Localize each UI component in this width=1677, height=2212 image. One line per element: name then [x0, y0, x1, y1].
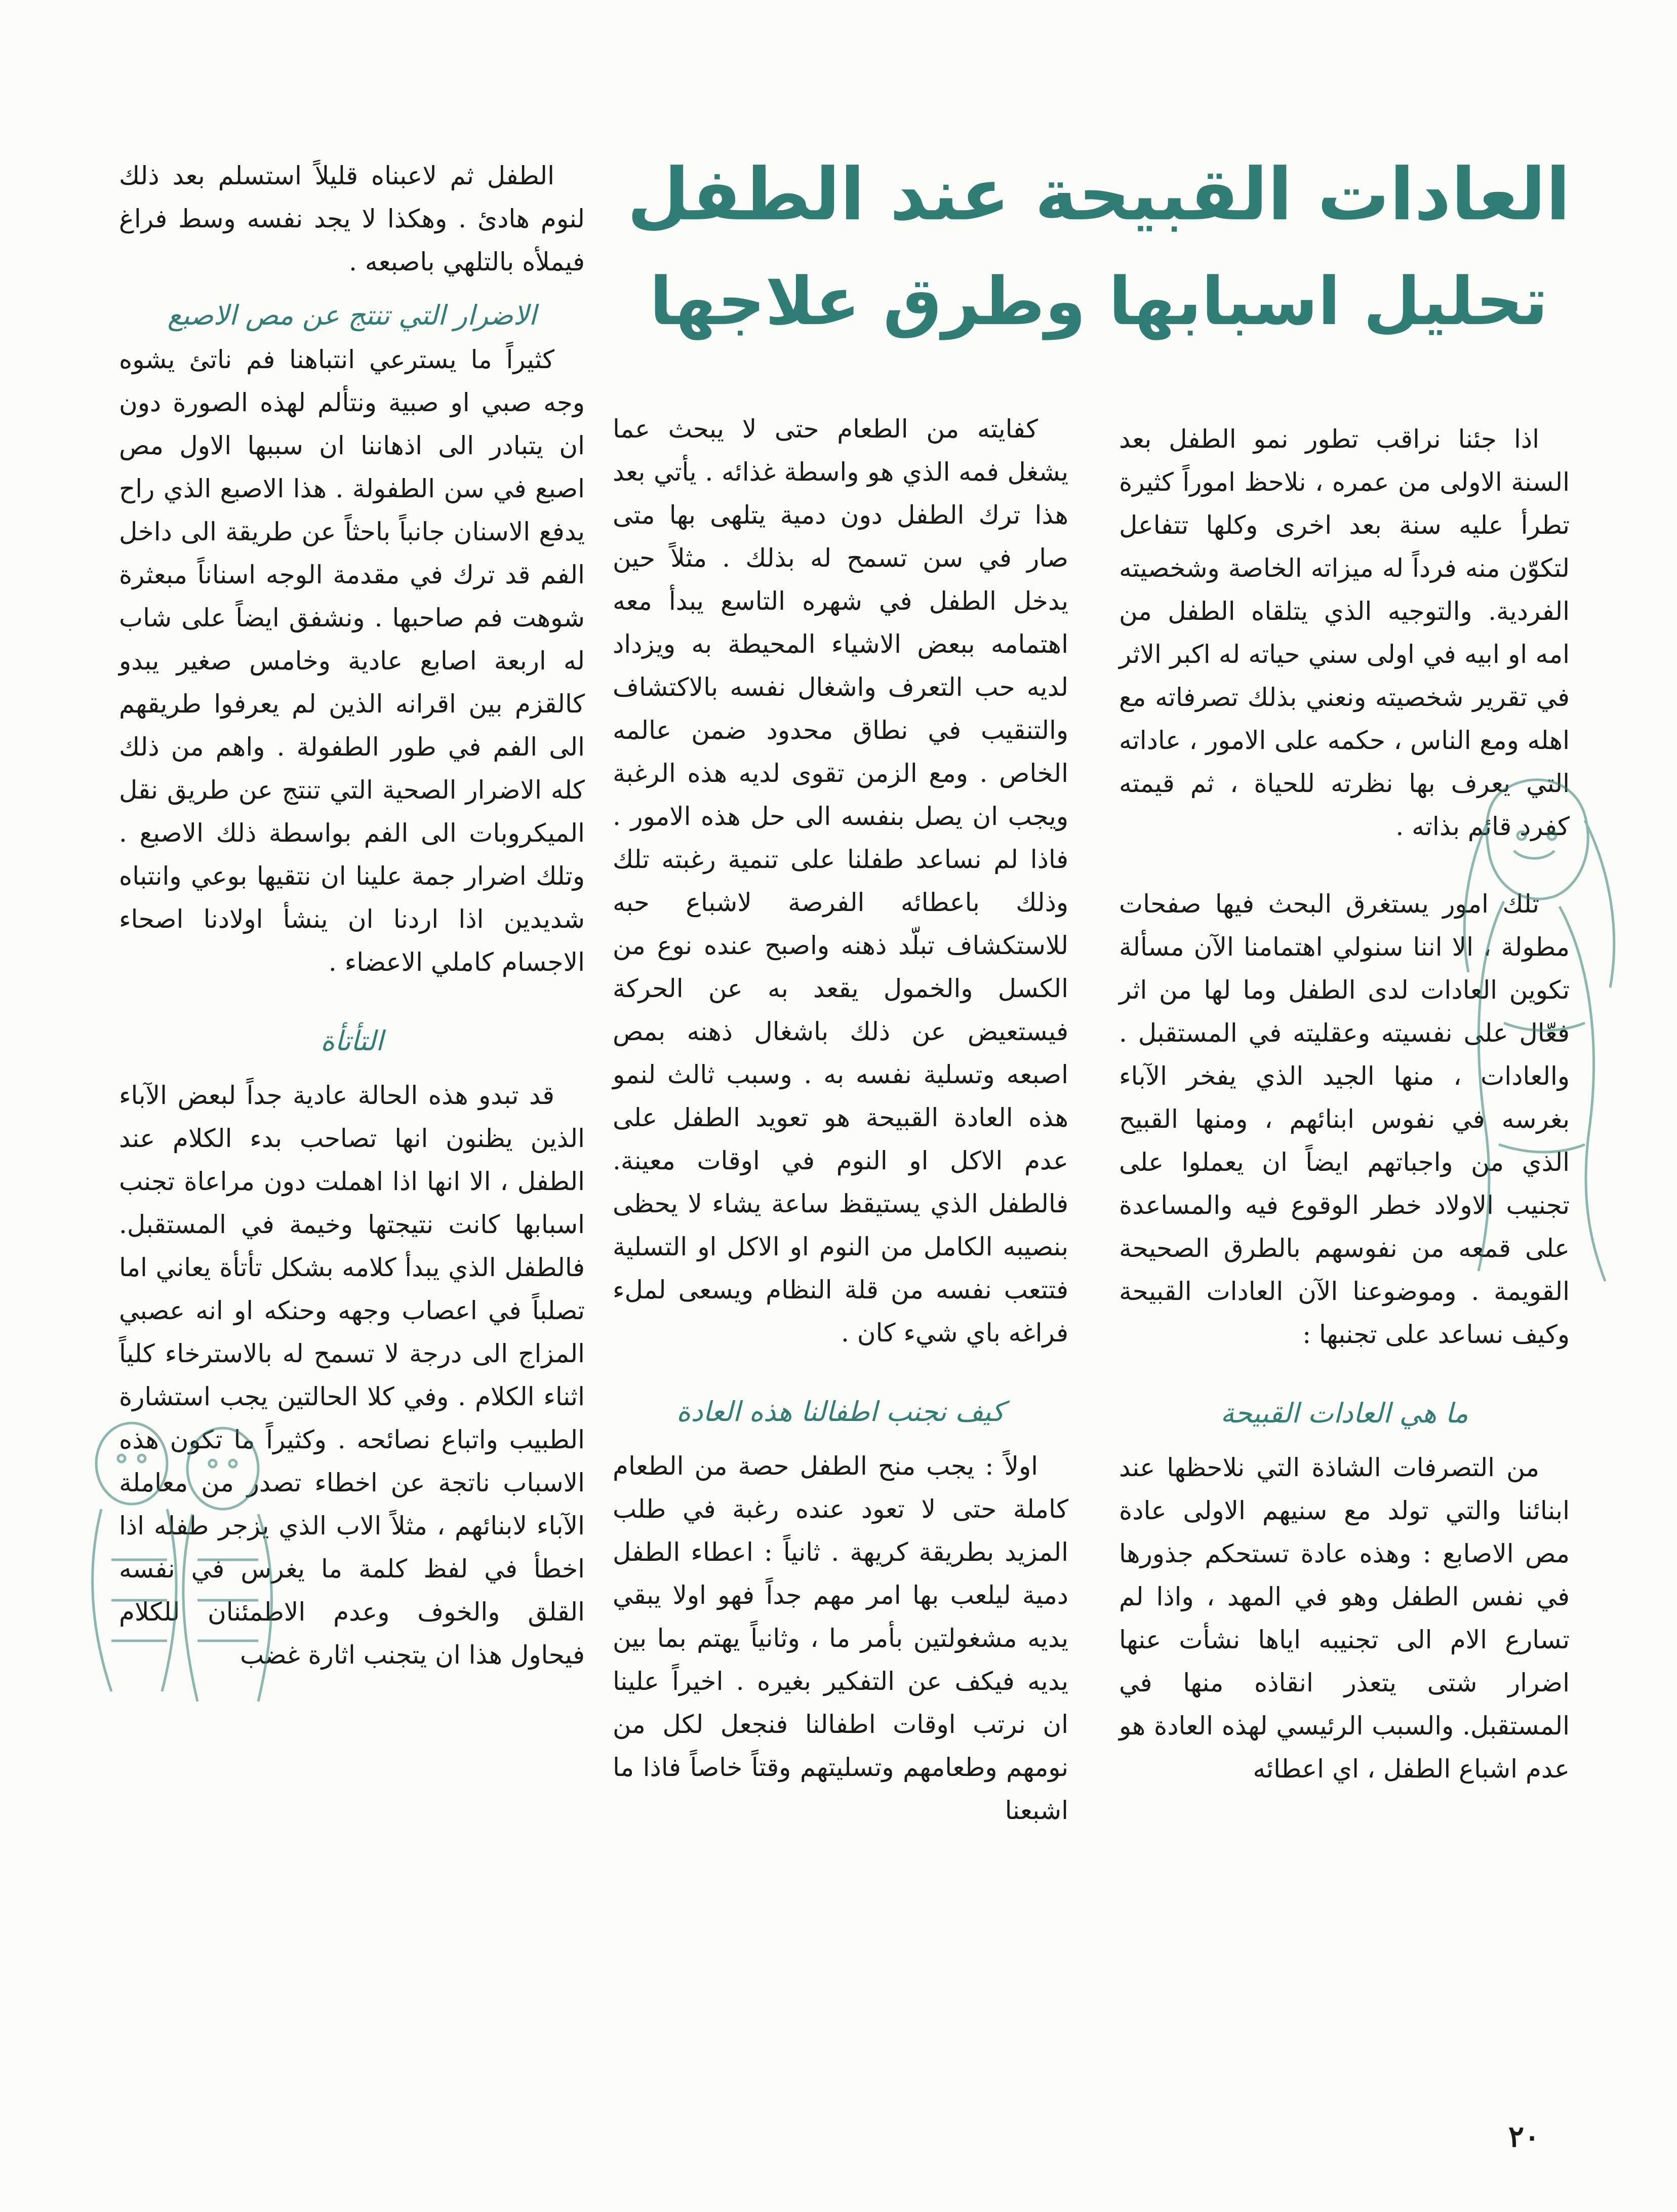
paragraph: من التصرفات الشاذة التي نلاحظها عند ابنائنا والتي تولد مع سنيهم الاولى عادة مص الاصابع : وهذه عادة تستحكم جذورها في نفس الطفل وهو في المهد ، واذا لم تسارع الام الى تجنيبه اياها نشأت عنها اضرار شتى يتعذر انقاذه منها في المستقبل. والسبب الرئيسي لهذه العادة هو عدم اشباع الطفل ، اي اعطائه [1119, 1453, 1570, 1784]
article-title: العادات القبيحة عند الطفل [627, 153, 1571, 236]
column-left [119, 154, 585, 1677]
paragraph: الطفل ثم لاعبناه قليلاً استسلم بعد ذلك لنوم هادئ . وهكذا لا يجد نفسه وسط فراغ فيملأه بالتلهي باصبعه . [119, 161, 585, 276]
paragraph: قد تبدو هذه الحالة عادية جداً لبعض الآباء الذين يظنون انها تصاحب بدء الكلام عند الطفل ، الا انها اذا اهملت دون مراعاة تجنب اسبابها كانت نتيجتها وخيمة في المستقبل. فالطفل الذي يبدأ كلامه بشكل تأتأة يعاني اما تصلباً في اعصاب وجهه وحنكه او انه عصبي المزاج الى درجة لا تسمح له بالاسترخاء كلياً اثناء الكلام . وفي كلا الحالتين يجب استشارة الطبيب واتباع نصائحه . وكثيراً ما تكون هذه الاسباب ناتجة عن اخطاء تصدر من معاملة الآباء لابنائهم ، مثلاً الاب الذي يزجر طفله اذا اخطأ في لفظ كلمة ما يغرس في نفسه القلق والخوف وعدم الاطمئنان للكلام فيحاول هذا ان يتجنب اثارة غضب [119, 1081, 585, 1670]
paragraph: كفايته من الطعام حتى لا يبحث عما يشغل فمه الذي هو واسطة غذائه . يأتي بعد هذا ترك الطفل دون دمية يتلهى بها متى صار في سن تسمح له بذلك . مثلاً حين يدخل الطفل في شهره التاسع يبدأ معه اهتمامه ببعض الاشياء المحيطة به ويزداد لديه حب التعرف واشغال نفسه بالاكتشاف والتنقيب في نطاق محدود ضمن عالمه الخاص . ومع الزمن تقوى لديه هذه الرغبة ويجب ان يصل بنفسه الى حل هذه الامور . فاذا لم نساعد طفلنا على تنمية رغبته تلك وذلك باعطائه الفرصة لاشباع حبه للاستكشاف تبلّد ذهنه واصبح عنده نوع من الكسل والخمول يقعد به عن الحركة فيستعيض عن ذلك باشغال ذهنه بمص اصبعه وتسلية نفسه به . وسبب ثالث لنمو هذه العادة القبيحة هو تعويد الطفل على عدم الاكل او النوم في اوقات معينة. فالطفل الذي يستيقظ ساعة يشاء لا يحظى بنصيبه الكامل من النوم او الاكل او التسلية فتتعب نفسه من قلة النظام ويسعى لملء فراغه باي شيء كان . [613, 414, 1068, 1348]
section-heading: كيف نجنب اطفالنا هذه العادة [676, 1396, 1005, 1428]
column-middle [613, 408, 1068, 1832]
article-headline [603, 152, 1595, 365]
paragraph: كثيراً ما يسترعي انتباهنا فم ناتئ يشوه وجه صبي او صبية ونتألم لهذه الصورة دون ان يتبادر الى اذهاننا ان سببها الاول مص اصبع في سن الطفولة . هذا الاصبع الذي راح يدفع الاسنان جانباً باحثاً عن طريقة الى داخل الفم قد ترك في مقدمة الوجه اسناناً مبعثرة شوهت فم صاحبها . ونشفق ايضاً على شاب له اربعة اصابع عادية وخامس صغير يبدو كالقزم بين اقرانه الذين لم يعرفوا طريقهم الى الفم في طور الطفولة . واهم من ذلك كله الاضرار الصحية التي تنتج عن طريق نقل الميكروبات الى الفم بواسطة ذلك الاصبع . وتلك اضرار جمة علينا ان نتقيها بوعي وانتباه شديدين اذا اردنا ان ينشأ اولادنا اصحاء الاجسام كاملي الاعضاء . [119, 345, 585, 977]
column-right [1119, 418, 1570, 1791]
section-heading: ما هي العادات القبيحة [1220, 1397, 1468, 1429]
section-heading: الاضرار التي تنتج عن مص الاصبع [167, 299, 537, 331]
section-heading: التأتأة [321, 1025, 383, 1057]
article-subtitle: تحليل اسبابها وطرق علاجها [649, 263, 1548, 340]
paragraph: اذا جئنا نراقب تطور نمو الطفل بعد السنة الاولى من عمره ، نلاحظ اموراً كثيرة تطرأ عليه سنة بعد اخرى وكلها تتفاعل لتكوّن منه فرداً له ميزاته الخاصة وشخصيته الفردية. والتوجيه الذي يتلقاه الطفل من امه او ابيه في اولى سني حياته له اكبر الاثر في تقرير شخصيته ونعني بذلك تصرفاته مع اهله ومع الناس ، حكمه على الامور ، عاداته التي يعرف بها نظرته للحياة ، ثم قيمته كفرد قائم بذاته . [1119, 424, 1570, 841]
paragraph: تلك امور يستغرق البحث فيها صفحات مطولة ، الا اننا سنولي اهتمامنا الآن مسألة تكوين العادات لدى الطفل وما لها من اثر فعّال على نفسيته وعقليته في المستقبل . والعادات ، منها الجيد الذي يفخر الآباء بغرسه في نفوس ابنائهم ، ومنها القبيح الذي من واجباتهم ايضاً ان يعملوا على تجنيب الاولاد خطر الوقوع فيه والمساعدة على قمعه من نفوسهم بالطرق الصحيحة القويمة . وموضوعنا الآن العادات القبيحة وكيف نساعد على تجنبها : [1119, 889, 1570, 1349]
page-number: ٢٠ [1508, 2119, 1540, 2154]
paragraph: اولاً : يجب منح الطفل حصة من الطعام كاملة حتى لا تعود عنده رغبة في طلب المزيد بطريقة كريهة . ثانياً : اعطاء الطفل دمية ليلعب بها امر مهم جداً فهو اولا يبقي يديه مشغولتين بأمر ما ، وثانياً يهتم بما بين يديه فيكف عن التفكير بغيره . اخيراً علينا ان نرتب اوقات اطفالنا فنجعل لكل من نومهم وطعامهم وتسليتهم وقتاً خاصاً فاذا ما اشبعنا [613, 1451, 1068, 1825]
